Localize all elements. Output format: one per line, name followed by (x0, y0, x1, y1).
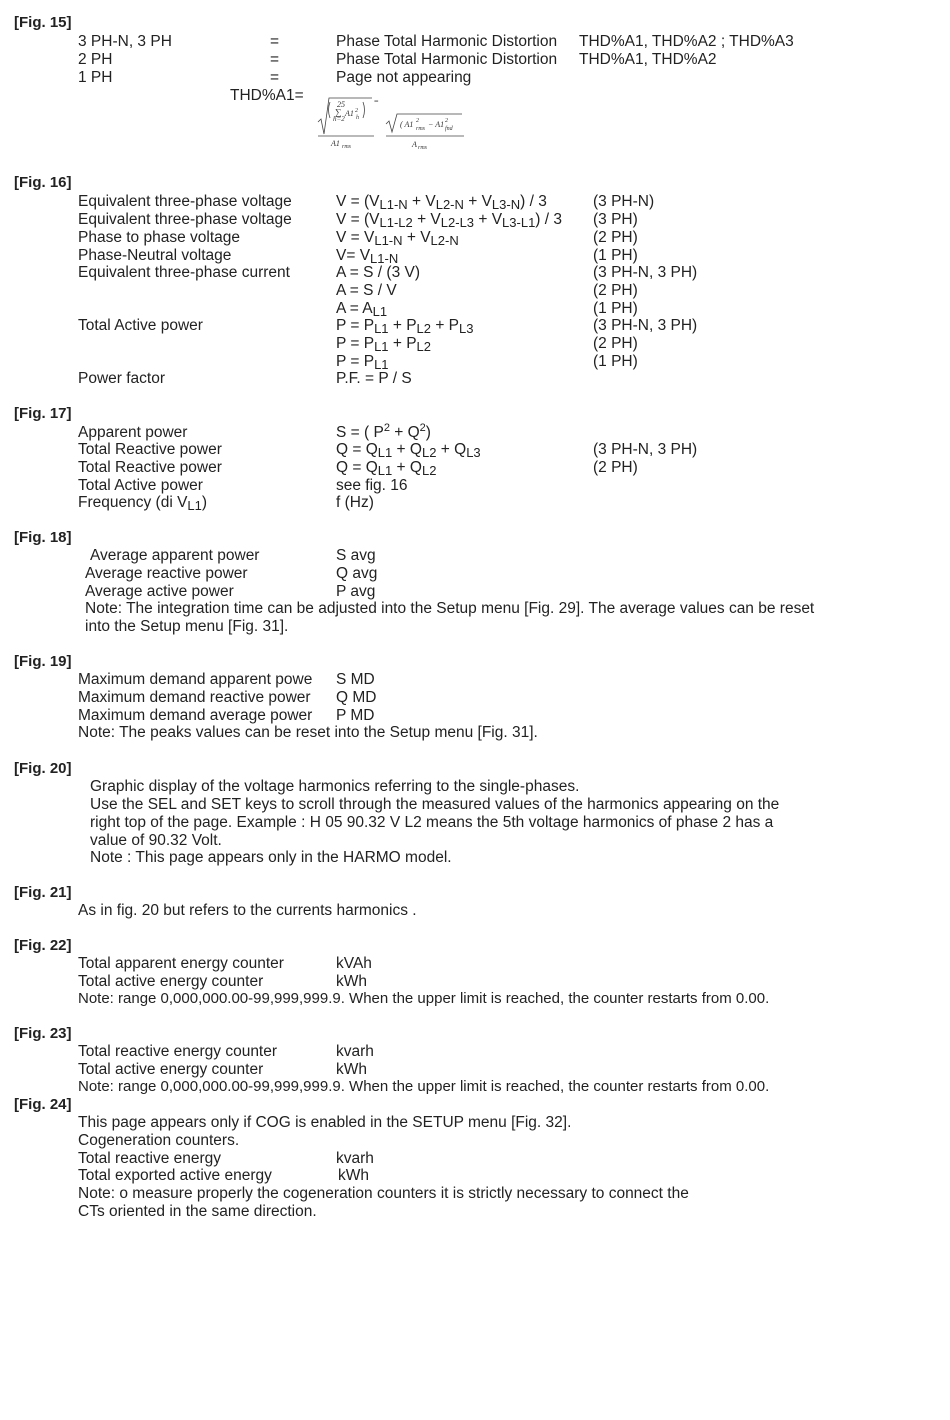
fig22-val-1: kVAh (336, 955, 372, 972)
svg-text:A: A (412, 140, 417, 149)
fig17-label-3: Total Reactive power (78, 459, 222, 476)
fig17-note-1: (3 PH-N, 3 PH) (593, 441, 698, 458)
fig22-note: Note: range 0,000,000.00-99,999,999.9. When the upper limit is reached, the counter restarts from 0.00. (78, 990, 770, 1007)
fig16-note-1: (3 PH-N) (593, 193, 655, 210)
fig19-label-3: Maximum demand average power (78, 707, 313, 724)
fig24-note1: Note: o measure properly the cogeneration counters it is strictly necessary to connect the (78, 1185, 689, 1202)
fig16-formula-8: P = PL1 + PL2 + PL3 (336, 317, 474, 336)
fig16-note-10: (1 PH) (593, 353, 638, 370)
fig17-note-2: (2 PH) (593, 459, 638, 476)
svg-text:=: = (374, 97, 379, 106)
fig16-label-3: Phase to phase voltage (78, 229, 241, 246)
fig18-val-2: Q avg (336, 565, 378, 582)
fig17-formula-2: Q = QL1 + QL2 + QL3 (336, 441, 481, 460)
fig21-text: As in fig. 20 but refers to the currents harmonics . (78, 902, 417, 919)
fig22-label-2: Total active energy counter (78, 973, 264, 990)
fig15-row1-vals: THD%A1, THD%A2 ; THD%A3 (579, 33, 794, 50)
fig17-tag: [Fig. 17] (14, 405, 72, 422)
svg-text:rms: rms (416, 126, 426, 132)
fig15-row1-mode: 3 PH-N, 3 PH (78, 33, 172, 50)
fig16-formula-9: P = PL1 + PL2 (336, 335, 432, 354)
fig16-note-8: (3 PH-N, 3 PH) (593, 317, 698, 334)
fig16-note-9: (2 PH) (593, 335, 638, 352)
fig17-freq: f (Hz) (336, 494, 374, 511)
fig16-formula-10: P = PL1 (336, 353, 389, 372)
fig16-label-6: Total Active power (78, 317, 203, 334)
fig17-formula-1: S = ( $P^2 + Q^2$) (336, 422, 431, 441)
fig20-p3: Note : This page appears only in the HARMO model. (90, 849, 452, 866)
thd-formula-graphic (312, 96, 472, 154)
thd-formula-label: THD%A1= (230, 87, 304, 104)
fig16-formula-4: V= VL1-N (336, 247, 399, 266)
fig19-note: Note: The peaks values can be reset into the Setup menu [Fig. 31]. (78, 724, 538, 741)
fig16-formula-3: V = VL1-N + VL2-N (336, 229, 459, 248)
fig17-label-4: Total Active power (78, 477, 203, 494)
fig17-see: see fig. 16 (336, 477, 408, 494)
fig16-tag: [Fig. 16] (14, 174, 72, 191)
svg-text:h=2: h=2 (333, 115, 345, 123)
fig16-formula-7: A = AL1 (336, 300, 388, 319)
fig24-label-2: Total exported active energy (78, 1167, 272, 1184)
fig18-tag: [Fig. 18] (14, 529, 72, 546)
fig17-formula-3: Q = QL1 + QL2 (336, 459, 437, 478)
svg-text:∑: ∑ (335, 107, 342, 117)
svg-text:fnd: fnd (445, 126, 453, 132)
fig16-formula-5: A = S / (3 V) (336, 264, 420, 281)
fig16-note-6: (2 PH) (593, 282, 638, 299)
fig21-tag: [Fig. 21] (14, 884, 72, 901)
fig16-note-7: (1 PH) (593, 300, 638, 317)
fig23-label-1: Total reactive energy counter (78, 1043, 278, 1060)
fig16-label-5: Equivalent three-phase current (78, 264, 290, 281)
fig19-tag: [Fig. 19] (14, 653, 72, 670)
fig16-note-4: (1 PH) (593, 247, 638, 264)
fig18-label-2: Average reactive power (85, 565, 248, 582)
fig22-tag: [Fig. 22] (14, 937, 72, 954)
fig19-val-2: Q MD (336, 689, 377, 706)
fig20-tag: [Fig. 20] (14, 760, 72, 777)
fig16-label-7: Power factor (78, 370, 166, 387)
fig24-val-2: kWh (338, 1167, 369, 1184)
svg-text:2: 2 (355, 108, 358, 114)
svg-text:A1: A1 (331, 139, 340, 148)
svg-text:25: 25 (337, 100, 345, 109)
fig15-row3-eq: = (270, 69, 280, 86)
fig23-tag: [Fig. 23] (14, 1025, 72, 1042)
fig15-row2-vals: THD%A1, THD%A2 (579, 51, 717, 68)
fig15-row2-eq: = (270, 51, 280, 68)
fig24-line1: This page appears only if COG is enabled in the SETUP menu [Fig. 32]. (78, 1114, 572, 1131)
fig15-row1-eq: = (270, 33, 280, 50)
fig16-pf: P.F. = P / S (336, 370, 412, 387)
fig15-row3-mode: 1 PH (78, 69, 113, 86)
fig16-label-4: Phase-Neutral voltage (78, 247, 232, 264)
fig16-note-2: (3 PH) (593, 211, 638, 228)
fig18-val-1: S avg (336, 547, 376, 564)
fig17-label-1: Apparent power (78, 424, 188, 441)
fig15-row2-mode: 2 PH (78, 51, 113, 68)
fig19-label-1: Maximum demand apparent powe (78, 671, 313, 688)
fig17-label-5: Frequency (di VL1) (78, 494, 208, 513)
svg-text:2: 2 (445, 118, 448, 124)
fig16-label-1: Equivalent three-phase voltage (78, 193, 292, 210)
svg-text:h: h (356, 115, 359, 121)
fig20-p1: Graphic display of the voltage harmonics referring to the single-phases. (90, 778, 580, 795)
fig19-label-2: Maximum demand reactive power (78, 689, 311, 706)
svg-text:− A1: − A1 (428, 120, 445, 129)
fig22-val-2: kWh (336, 973, 367, 990)
fig24-note2: CTs oriented in the same direction. (78, 1203, 317, 1220)
fig18-note: Note: The integration time can be adjusted into the Setup menu [Fig. 29]. The average values can be reset into the Setup menu [Fig. 31]. (85, 600, 815, 635)
fig16-note-3: (2 PH) (593, 229, 638, 246)
fig24-line2: Cogeneration counters. (78, 1132, 240, 1149)
fig16-formula-2: V = (VL1-L2 + VL2-L3 + VL3-L1) / 3 (336, 211, 562, 230)
fig18-label-1: Average apparent power (90, 547, 260, 564)
fig19-val-3: P MD (336, 707, 375, 724)
fig20-p2: Use the SEL and SET keys to scroll through the measured values of the harmonics appearing on the right top of the page. Example : H 05 90.32 V L2 means the 5th voltage harmonics of phase 2 has a value of 90.32 Volt. (90, 796, 780, 849)
fig22-label-1: Total apparent energy counter (78, 955, 284, 972)
fig17-label-2: Total Reactive power (78, 441, 222, 458)
svg-text:2: 2 (416, 118, 419, 124)
fig16-formula-1: V = (VL1-N + VL2-N + VL3-N) / 3 (336, 193, 547, 212)
fig24-tag: [Fig. 24] (14, 1096, 72, 1113)
fig15-tag: [Fig. 15] (14, 14, 72, 31)
fig24-val-1: kvarh (336, 1150, 374, 1167)
fig24-label-1: Total reactive energy (78, 1150, 222, 1167)
svg-text:rms: rms (418, 145, 428, 151)
fig16-label-2: Equivalent three-phase voltage (78, 211, 292, 228)
fig23-val-2: kWh (336, 1061, 367, 1078)
fig15-row1-desc: Phase Total Harmonic Distortion (336, 33, 558, 50)
fig19-val-1: S MD (336, 671, 375, 688)
fig23-note: Note: range 0,000,000.00-99,999,999.9. When the upper limit is reached, the counter restarts from 0.00. (78, 1078, 770, 1095)
fig16-formula-6: A = S / V (336, 282, 397, 299)
fig23-label-2: Total active energy counter (78, 1061, 264, 1078)
fig15-row3-desc: Page not appearing (336, 69, 472, 86)
fig23-val-1: kvarh (336, 1043, 374, 1060)
svg-text:rms: rms (342, 144, 352, 150)
fig18-val-3: P avg (336, 583, 376, 600)
fig15-row2-desc: Phase Total Harmonic Distortion (336, 51, 558, 68)
svg-text:( A1: ( A1 (400, 120, 414, 129)
fig18-label-3: Average active power (85, 583, 234, 600)
svg-text:A1: A1 (345, 109, 354, 118)
fig16-note-5: (3 PH-N, 3 PH) (593, 264, 698, 281)
